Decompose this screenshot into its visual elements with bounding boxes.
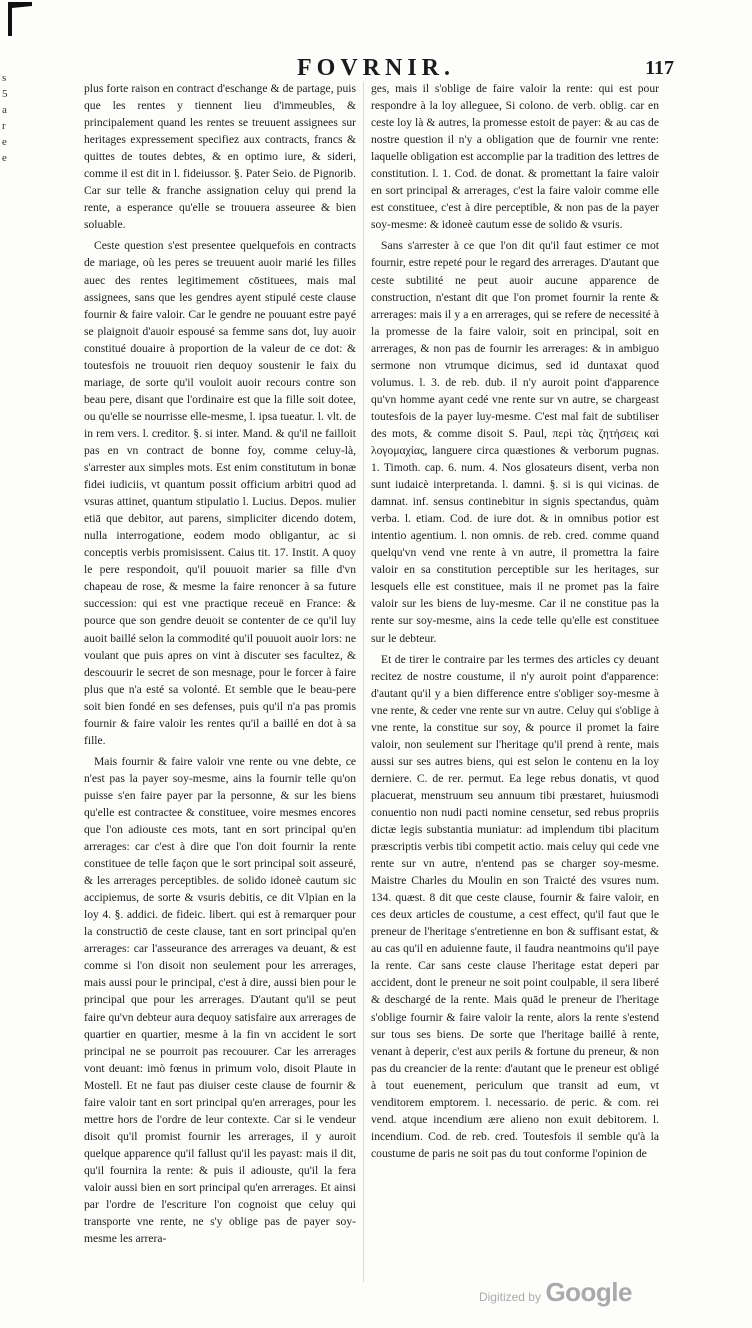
paragraph: ges, mais il s'oblige de faire valoir la rente: qui est pour respondre à la loy alleguee, Si colono. de verb. oblig. car en ceste loy là & autres, la promesse estoit de payer: & au cas de nostre question il n'y a obligation que de fournir vne rente: laquelle obligation est accomplie par la tradition des lettres de constitution. l. 1. Cod. de donat. & promettant la faire valoir en sort principal & arrerages, c'est la faire valoir comme elle est constituee, c'est à dire perceptible, & non pas de la payer soy-mesme: & idoneè cautum esse de solido & vsuris.	[371, 82, 659, 232]
margin-note: e	[2, 152, 7, 164]
page-corner-mark	[6, 2, 32, 36]
margin-note: s	[2, 72, 7, 84]
page-number: 117	[645, 57, 674, 79]
paragraph: Et de tirer le contraire par les termes des articles cy deuant recitez de nostre coustume, il n'y auroit point d'apparence: d'autant qu'il y a bien difference entre s'obliger soy-mesme à vne rente, & ceder vne rente sur vn autre. Celuy qui s'oblige à vne rente, la constitue sur soy, & pource il promet la faire valoir, non seulement sur l'heritage qu'il prend à rente, mais aussi sur ses autres biens, qui est selon le contenu en la loy derniere. C. de rer. permut. Ea lege rebus donatis, vt quod placuerat, menstruum seu annuum tibi præstaret, huiusmodi conuentio non nudi pacti nomine censetur, sed rebus propriis dictæ legis substantia muniatur: ad implendum tibi placitum præscriptis verbis tibi competit actio. mais celuy qui cede vne rente sur vn autre, n'entend pas se charger soy-mesme. Maistre Charles du Moulin en son Traicté des vsures num. 134. quæst. 8 dit que ceste clause, fournir & faire valoir, en ces deux articles de coustume, a cest effect, qu'il faut que le preneur de l'heritage s'entretienne en bon & suffisant estat, & au cas qu'il en aduienne faute, il faudra neantmoins qu'il paye la rente. Car sans ceste clause l'heritage estat deperi par accident, dont le preneur ne soit point coulpable, il sera liberé & deschargé de la rente. Mais quād le preneur de l'heritage s'oblige fournir & faire valoir la rente, alors la rente s'estend sur tous ses biens. De sorte que l'heritage baillé à rente, venant à deperir, c'est aux perils & fortune du preneur, & non pas du creancier de la rente: d'autant que le preneur est obligé à tout euenement, periculum que transit ad eum, vt venditorem emptorem. l. necessario. de peric. & com. rei vend. atque incendium ære alieno non exuit debitorem. l. incendium. Cod. de reb. cred. Toutesfois il semble qu'à la coustume de paris ne soit pas du tout conforme l'opinion de	[371, 652, 659, 1160]
running-head: FOVRNIR.	[297, 55, 455, 81]
margin-note: a	[2, 104, 7, 116]
watermark-brand: Google	[545, 1277, 632, 1307]
column-gutter	[363, 82, 364, 1282]
paragraph: Mais fournir & faire valoir vne rente ou vne debte, ce n'est pas la payer soy-mesme, ains la fournir telle qu'on puisse s'en faire payer par la personne, & sur les biens qu'elle est contractee & constituee, voire mesmes encores que l'on adiouste ces mots, tant en sort principal qu'en arrerages: car c'est à dire que l'on doit fournir la rente constituee de telle façon que le sort principal soit asseuré, & les arrerages perceptibles. de solido idoneè cautum sic accipiemus, de sorte & vsuris debitis, ce dit Vlpian en la loy 4. §. addici. de fideic. libert. qui est à remarquer pour la constructiō de ceste clause, tant en sort principal qu'en arrerages: car l'asseurance des arrerages va deuant, & est comme si l'on disoit non seulement pour les arrerages, mais aussi pour le principal, c'est à dire, aussi bien pour le principal que pour les arrerages. D'autant qu'il se peut faire qu'vn debteur aura dequoy satisfaire aux arrerages de quartier en quartier, mesme à la fin vn accident le sort principal ne se pourroit pas recouurer. Car les arrerages vont deuant: imò fœnus in primum volo, disoit Plaute in Mostell. Et ne faut pas diuiser ceste clause de fournir & faire valoir tant en sort principal qu'en arrerages, pour les mettre hors de l'ordre de leur contexte. Car si le vendeur disoit qu'il promist fournir les arrerages, il y auroit quelque apparence qu'il fallust qu'il les payast: mais il dit, qu'il fournira la rente: & puis il adiouste, qu'il la fera valoir aussi bien en sort principal qu'en arrerages. Et ainsi par l'ordre de l'escriture l'on cognoist que celuy qui transporte vne rente, ne s'y oblige pas de payer soy-mesme les arrera-	[84, 754, 356, 1246]
margin-note: 5	[2, 88, 8, 100]
left-column	[84, 80, 356, 1247]
watermark-prefix: Digitized by	[478, 1290, 541, 1304]
google-watermark	[479, 1277, 632, 1308]
margin-note: r	[2, 120, 6, 132]
paragraph: Sans s'arrester à ce que l'on dit qu'il faut estimer ce mot fournir, estre repeté pour le regard des arrerages. D'autant que ceste subtilité ne peut auoir aucune apparence de construction, n'estant dit que l'on promet fournir la rente & arrerages: mais il y a en arrerages, qui se refere de necessité à la promesse de la faire valoir, soit en principal, soit en arrerages, & non pas de fournir les arrerages: & in ambiguo sermone non vtrumque dicimus, sed id duntaxat quod volumus. l. 3. de reb. dub. il n'y auroit point d'apparence qu'vn homme ayant cedé vne rente sur vn autre, se chargeast toutesfois de la payer luy-mesme. C'est mal fait de subtiliser des mots, & comme disoit S. Paul, περὶ τὰς ζητήσεις καὶ λογομαχίας, languere circa quæstiones & verborum pugnas. 1. Timoth. cap. 6. num. 4. Nos glosateurs disent, verba non sunt iudaicè interpretanda. l. damni. §. si is qui vicinas. de damnat. inf. sensus continebitur in signis spectandus, quàm verba. l. etiam. Cod. de iure dot. & in omnibus potior est intentio agentium. l. non omnis. de reb. cred. comme quand quelqu'vn vend vne rente à vn autre, il promettra la faire valoir en sa constitution perceptible sur les heritages, sur lesquels elle est constituee, mais il ne promet pas la faire valoir sur les biens de luy-mesme. Car il ne constitue pas la rente sur soy-mesme, ains la cede telle qu'elle est constituee sur le debteur.	[371, 239, 659, 645]
right-column	[371, 80, 659, 1162]
paragraph: Ceste question s'est presentee quelquefois en contracts de mariage, où les peres se treuuent auoir marié les filles auec des rentes legitimement cōstituees, mais mal assignees, sans que les gendres ayent stipulé ceste clause fournir & faire valoir. Car le gendre ne pouuant estre payé se plaignoit d'auoir espousé sa femme sans dot, luy auoir constitué douaire à proportion de la valeur de ce dot: & toutesfois ne trouuoit rien dequoy soustenir le faix du mariage, de sorte qu'il vouloit auoir recours contre son beau pere, disant que l'ordinaire est que la fille soit dotee, ou qu'elle se nourrisse elle-mesme, l. ipsa tueatur. l. vlt. de in rem vers. l. creditor. §. si inter. Mand. & qu'il ne failloit pas en vn contract de bonne foy, comme celuy-là, s'arrester aux simples mots. Est enim constitutum in bonæ fidei iudiciis, vt quantum possit officium arbitri quod ad vsuras attinet, quantum stipulatio l. Lucius. Depos. mulier etiā que debitor, aut parens, simpliciter dicendo dotem, nulla interrogatione, eodem modo obligantur, ac si conceptis verbis promisissent. Caius tit. 17. Instit. A quoy le pere respondoit, qu'il pouuoit marier sa fille d'vn chapeau de rose, & mesme la faire renoncer à sa future succession: qui est vne practique receuë en France: & pource que son gendre deuoit se contenter de ce qu'il luy auoit baillé selon la commodité qu'il pouuoit auoir lors: ne voulant que puis apres on vint à discuter ses facultez, & descouurir le secret de son mesnage, pour le forcer à faire plus que n'a esté sa volonté. Et semble que le beau-pere soit bien fondé en ses defenses, puis qu'il n'a pas promis fournir & faire valoir les rentes qu'il a baillé en dot à sa fille.	[84, 239, 356, 747]
paragraph: plus forte raison en contract d'eschange & de partage, puis que les rentes y tiennent lieu d'immeubles, & principalement quand les rentes se treuuent assignees sur heritages expressement specifiez aux contracts, francs & quittes de toutes debtes, & en optimo iure, & sideri, comme il est dit in l. fideiussor. §. Pater Seio. de Pignorib. Car sur telle & franche assignation celuy qui prend la rente, a esperance qu'elle se trouuera asseuree & bien soluable.	[84, 82, 356, 232]
margin-note: e	[2, 136, 7, 148]
